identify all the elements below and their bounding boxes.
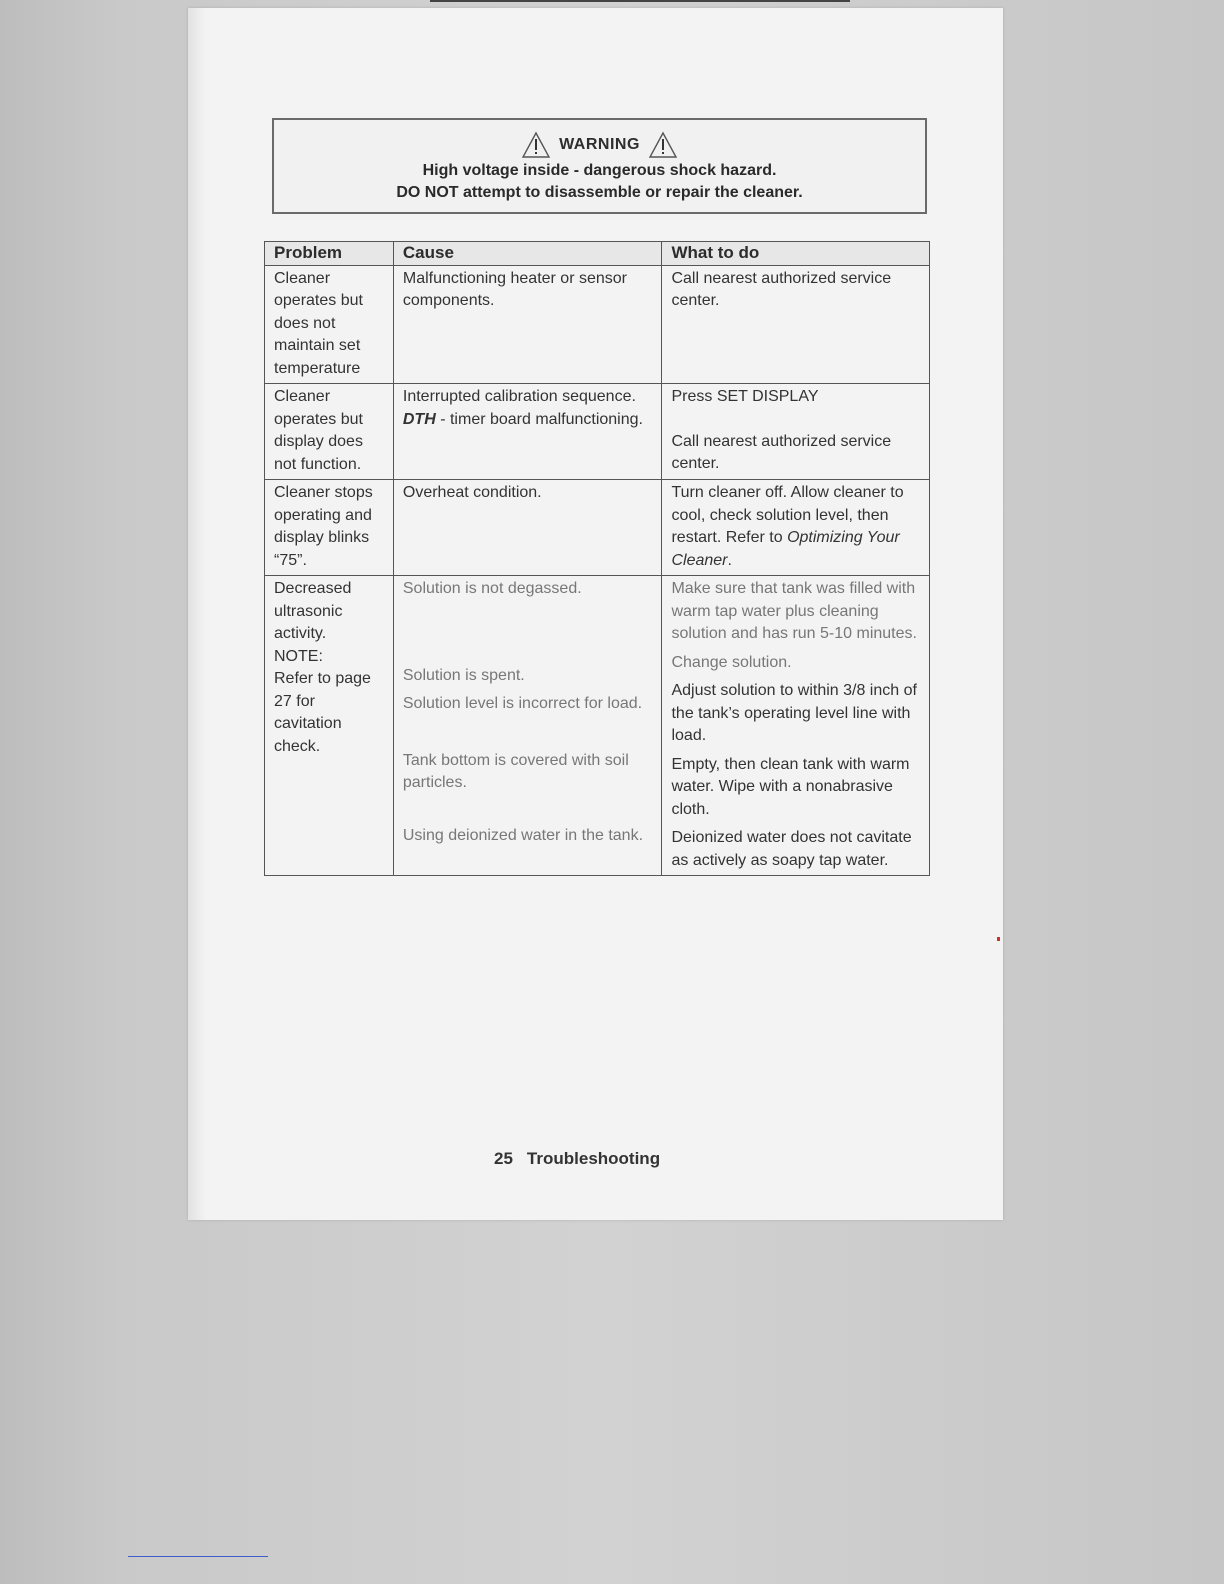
todo-text: Press SET DISPLAY xyxy=(671,388,819,405)
todo-text: Adjust solution to within 3/8 inch of the tank’s operating level line with load. xyxy=(671,682,917,744)
page-top-edge xyxy=(430,0,850,2)
page-number: 25 xyxy=(494,1149,513,1168)
table-row xyxy=(265,265,930,384)
warning-box xyxy=(272,118,927,214)
warning-title: WARNING xyxy=(559,136,640,153)
todo-text xyxy=(671,482,921,572)
cause-cell xyxy=(393,576,662,876)
warning-line-2: DO NOT attempt to disassemble or repair the cleaner. xyxy=(396,184,803,201)
cause-text xyxy=(403,409,654,432)
todo-cell xyxy=(662,265,930,384)
cause-text: Overheat condition. xyxy=(402,484,542,501)
todo-text-end: . xyxy=(727,551,732,569)
cause-cell xyxy=(393,384,662,480)
problem-text: Cleaner stops operating and display blinks “75”. xyxy=(274,484,373,569)
warning-line-1: High voltage inside - dangerous shock hazard. xyxy=(422,162,777,179)
warning-header xyxy=(274,130,925,160)
todo-cell xyxy=(662,576,930,876)
cause-text: Solution is spent. xyxy=(402,666,525,684)
todo-reference: Optimizing Your Cleaner xyxy=(671,529,900,569)
warning-triangle-icon xyxy=(521,131,551,159)
todo-text: Make sure that tank was filled with warm tap water plus cleaning solution and has run 5-10 minutes. xyxy=(671,580,917,642)
problem-cell xyxy=(265,265,394,384)
note-label: NOTE: xyxy=(274,647,323,665)
todo-cell xyxy=(662,384,930,480)
problem-cell xyxy=(265,480,394,576)
cause-text: Tank bottom is covered with soil particles. xyxy=(402,751,629,791)
table-row xyxy=(265,576,930,876)
todo-text: Empty, then clean tank with warm water. Wipe with a nonabrasive cloth. xyxy=(671,755,910,818)
todo-text: Deionized water does not cavitate as actively as soapy tap water. xyxy=(671,829,912,869)
todo-text: Call nearest authorized service center. xyxy=(671,432,892,472)
cause-text-rest: - timer board malfunctioning. xyxy=(435,410,643,428)
problem-cell xyxy=(265,576,394,876)
table-row xyxy=(265,480,930,576)
header-what-to-do: What to do xyxy=(662,242,930,266)
table-header-row xyxy=(265,242,930,266)
warning-triangle-icon xyxy=(648,131,678,159)
cause-cell xyxy=(393,265,662,384)
page-footer xyxy=(494,1149,660,1169)
section-title: Troubleshooting xyxy=(526,1149,661,1168)
cause-text: Solution is not degassed. xyxy=(402,580,582,597)
header-cause: Cause xyxy=(393,242,662,266)
cause-text: Malfunctioning heater or sensor components. xyxy=(402,269,627,309)
cause-text: Solution level is incorrect for load. xyxy=(402,695,643,712)
problem-cell xyxy=(265,384,394,480)
note-text: Refer to page 27 for cavitation check. xyxy=(274,670,371,755)
todo-cell xyxy=(662,480,930,576)
cause-emphasis: DTH xyxy=(402,410,436,428)
problem-text: Decreased ultrasonic activity. xyxy=(274,580,352,642)
problem-text: Cleaner operates but display does not function. xyxy=(274,388,363,473)
cause-cell xyxy=(393,480,662,576)
header-problem: Problem xyxy=(265,242,394,266)
todo-text: Change solution. xyxy=(671,653,792,671)
todo-text: Call nearest authorized service center. xyxy=(671,269,892,309)
page-spine-shadow xyxy=(188,8,206,1220)
table-row xyxy=(265,384,930,480)
todo-text-plain: Turn cleaner off. Allow cleaner to cool, check solution level, then restart. Refer to xyxy=(671,484,904,546)
cause-text: Interrupted calibration sequence. xyxy=(402,388,636,405)
scan-mark xyxy=(997,937,1000,941)
problem-text: Cleaner operates but does not maintain set temperature xyxy=(274,269,363,377)
cause-text: Using deionized water in the tank. xyxy=(402,826,644,844)
scan-underline-mark xyxy=(128,1556,268,1557)
troubleshooting-table xyxy=(264,241,930,876)
